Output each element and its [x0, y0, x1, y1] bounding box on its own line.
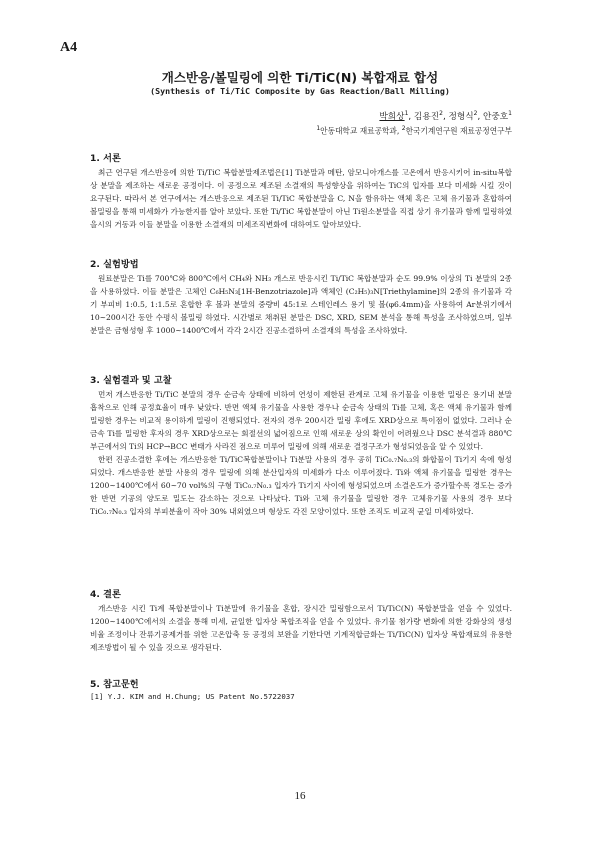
section-heading: 3. 실험결과 및 고찰 — [90, 375, 172, 386]
section-heading: 1. 서론 — [90, 153, 121, 164]
paper-subtitle: (Synthesis of Ti/TiC Composite by Gas Reaction/Ball Milling) — [150, 86, 450, 96]
section-paragraph: 먼저 개스반응한 Ti/TiC 분말의 경우 순금속 상태에 비하여 연성이 제한된 관계로 고체 유기물을 이용한 밀링은 용기내 분말흡착으로 인해 공정효율이 매우 낮았다. 반면 액체 유기물을 사용한 경우나 순금속 상태의 Ti를 고체, 혹은 액체 유기물과 함께 밀링한 경우는 비교적 용이하게 밀링이 진행되었다. 전자의 경우 200시간 밀링 후에도 XRD상으로 특이점이 없었다. 그러나 순금속 Ti를 밀링한 후자의 경우 XRD상으로는 회절선의 넓어짐으로 인해 새로운 상의 확인이 어려웠으나 DSC 분석결과 880℃ 부근에서의 Ti의 HCP→BCC 변태가 사라진 점으로 미루어 밀링에 의해 새로운 결정구조가 형성되었음을 알 수 있었다. — [90, 390, 512, 451]
section-heading: 4. 결론 — [90, 589, 121, 600]
author-affiliation-mark: 2 — [473, 110, 478, 118]
author-list — [379, 110, 512, 122]
affiliation-text: 안동대학교 재료공학과, — [320, 126, 402, 136]
reference-item: [1] Y.J. KIM and H.Chung; US Patent No.5722037 — [90, 692, 295, 701]
author-separator: , 안중호 — [477, 112, 509, 122]
section-results — [90, 372, 512, 518]
page-number: 16 — [294, 790, 306, 802]
section-references — [90, 676, 512, 701]
author-presenter: 박희상 — [379, 112, 405, 122]
author-affiliation-mark: 1 — [508, 110, 512, 118]
section-paragraph: 최근 연구된 개스반응에 의한 Ti/TiC 복합분말제조법은[1] Ti분말과 메탄, 암모니아개스를 고온에서 반응시키어 in-situ복합상 분말을 제조하는 새로운 공정이다. 이 공정으로 제조된 소결재의 특성향상을 위하여는 TiC의 입자를 보다 미세화 시킬 것이 요구된다. 따라서 본 연구에서는 개스반응으로 제조된 Ti/TiC 복합분말을 C, N을 함유하는 액체 혹은 고체 유기물과 혼합하여 볼밀링을 통해 미세화가 가능한지를 알아 보았다. 또한 Ti/TiC 복합분말이 아닌 Ti원소분말을 직접 상기 유기물과 함께 밀링하였을시의 거동과 이들 분말을 이용한 소결재의 미세조직변화에 대하여도 알아보았다. — [90, 168, 512, 229]
author-affiliation-mark: 1 — [404, 110, 409, 118]
section-paragraph: 개스반응 시킨 Ti계 복합분말이나 Ti분말에 유기물을 혼합, 장시간 밀링함으로서 Ti/TiC(N) 복합분말을 얻을 수 있었다. 1200~1400℃에서의 소결을 통해 미세, 균일한 입자상 복합조직을 얻을 수 있었다. 유기물 첨가량 변화에 의한 강화상의 생성비율 조정이나 잔류기공제거를 위한 고온압축 등 공정의 보완을 기한다면 기계적합금화는 Ti/TiC(N) 입자상 복합재료의 유용한 제조방법이 될 수 있을 것으로 생각된다. — [90, 604, 512, 652]
paper-title: 개스반응/볼밀링에 의한 Ti/TiC(N) 복합재료 합성 — [161, 70, 439, 85]
section-conclusion — [90, 586, 512, 654]
author-separator: , 정형식 — [442, 112, 474, 122]
author-separator: , 김용진 — [408, 112, 440, 122]
section-methods — [90, 256, 512, 337]
affiliation-mark: 2 — [401, 125, 406, 132]
section-paragraph: 한편 진공소결한 후에는 개스반응한 Ti/TiC복합분말이나 Ti분말 사용의 경우 공히 TiC₀.₇N₀.₃의 화합물이 Ti기지 속에 형성되었다. 개스반응한 분말 사용의 경우 밀링에 의해 분산입자의 미세화가 다소 이루어졌다. Ti와 액체 유기물을 밀링한 경우는 1200~1400℃에서 60~70 vol%의 구형 TiC₀.₇N₀.₃ 입자가 Ti기지 사이에 형성되었으며 소결온도가 증가할수록 경도는 증가한 반면 기공의 양도로 밀도는 감소하는 것으로 나타났다. Ti와 고체 유기물을 밀링한 경우 고체유기물 사용의 경우 보다 TiC₀.₇N₀.₃ 입자의 부피분율이 작아 30% 내외였으며 형상도 각진 모양이었다. 또한 조직도 비교적 균일 미세하였다. — [90, 455, 512, 516]
affiliation-text: 한국기계연구원 재료공정연구부 — [405, 126, 512, 136]
affiliations — [316, 125, 512, 137]
author-affiliation-mark: 2 — [439, 110, 443, 118]
section-introduction — [90, 150, 512, 231]
affiliation-mark: 1 — [316, 125, 321, 132]
page-code: A4 — [60, 40, 78, 55]
section-heading: 5. 참고문헌 — [90, 679, 139, 690]
section-heading: 2. 실험방법 — [90, 259, 139, 270]
section-paragraph: 원료분말은 Ti를 700℃와 800℃에서 CH₄와 NH₃ 개스로 반응시킨 Ti/TiC 복합분말과 순도 99.9% 이상의 Ti 분말의 2종을 사용하였다. 이들 분말은 고체인 C₆H₅N₃[1H-Benzotriazole]과 액체인 (C₂H₅)₃N[Triethylamine]의 2종의 유기물과 각기 부피비 1:0.5, 1:1.5로 혼합한 후 볼과 분말의 중량비 45:1로 스테인레스 용기 및 볼(φ6.4mm)을 사용하여 Ar분위기에서 10~200시간 동안 수평식 볼밀링 하였다. 시간별로 채취된 분말은 DSC, XRD, SEM 분석을 통해 특성을 조사하였으며, 일부 분말은 금형성형 후 1000~1400℃에서 각각 2시간 진공소결하여 소결재의 특성을 조사하였다. — [90, 274, 512, 335]
